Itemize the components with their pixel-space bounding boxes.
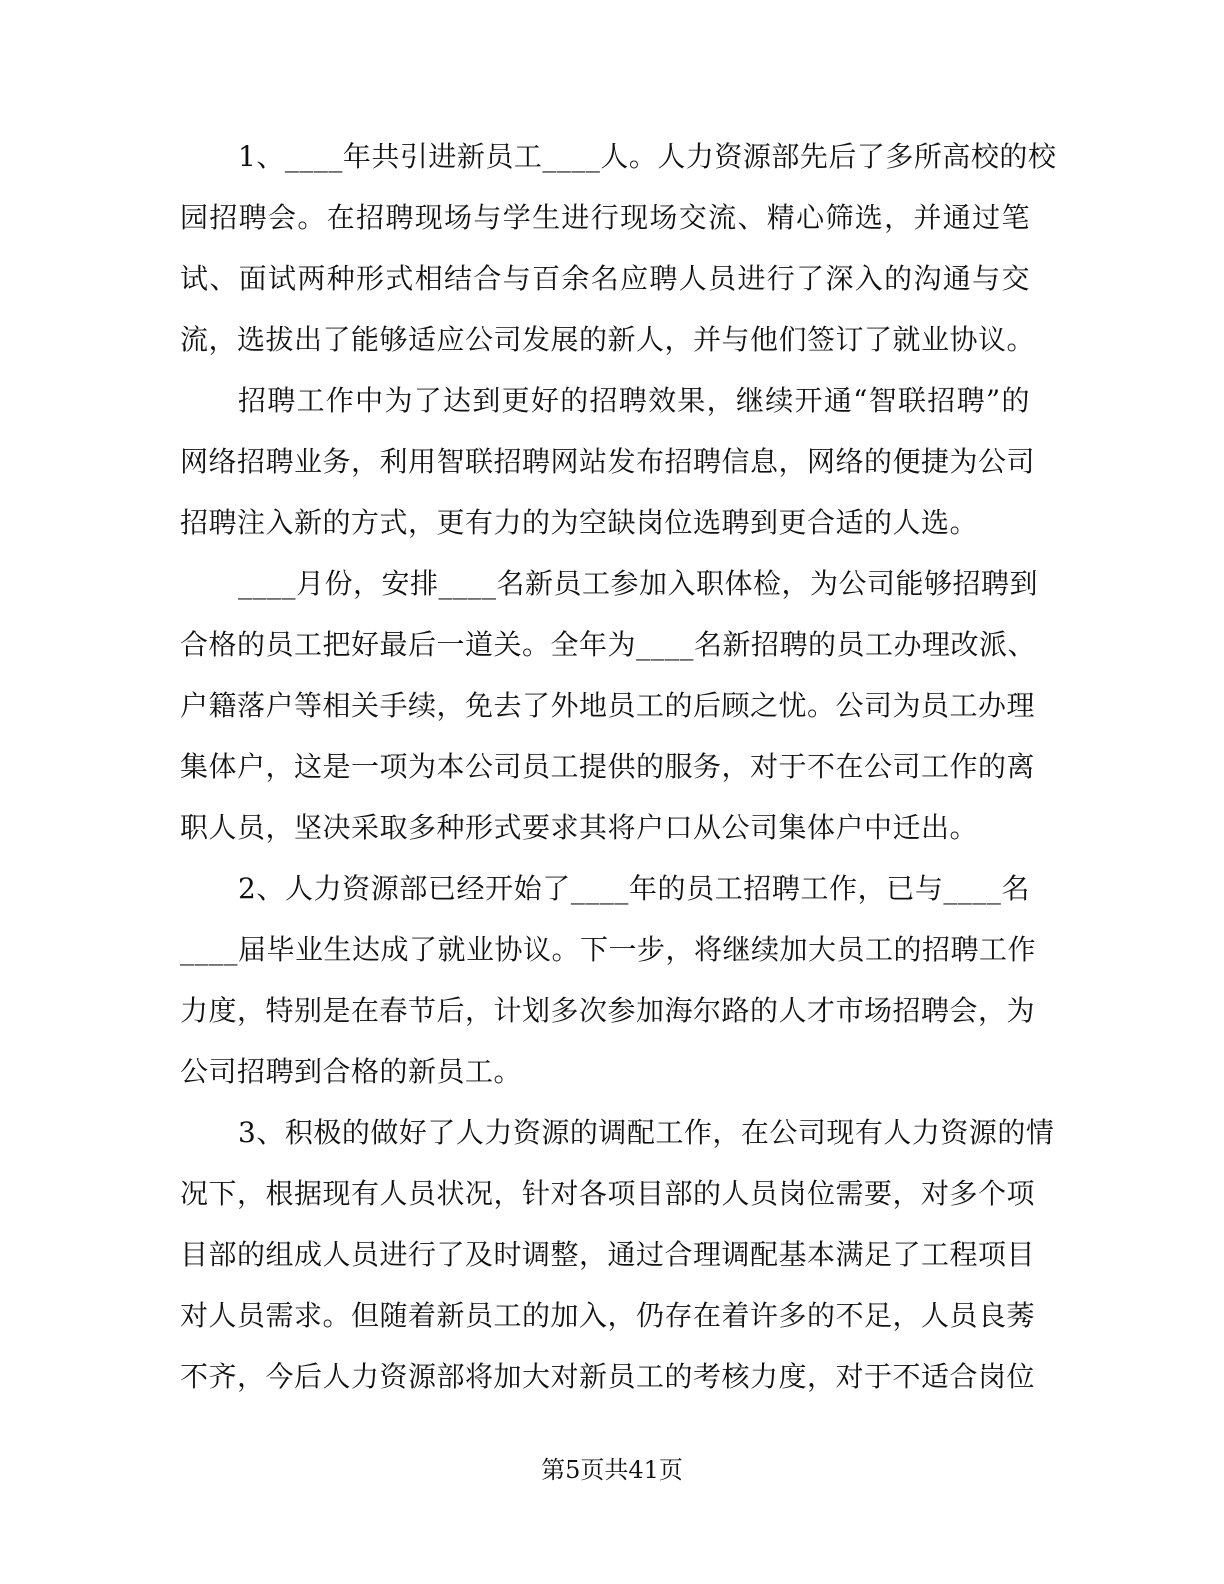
text-line: ____届毕业生达成了就业协议。下一步，将继续加大员工的招聘工作 [180, 933, 1037, 966]
paragraph-4 [180, 858, 1037, 1102]
text-line: 职人员，坚决采取多种形式要求其将户口从公司集体户中迁出。 [180, 811, 979, 844]
text-line: 不齐，今后人力资源部将加大对新员工的考核力度，对于不适合岗位 [180, 1360, 1036, 1393]
text-line: 招聘工作中为了达到更好的招聘效果，继续开通“智联招聘”的 [238, 384, 1030, 417]
paragraph-3 [180, 553, 1039, 858]
text-line: 1、____年共引进新员工____人。人力资源部先后了多所高校的校 [238, 140, 1057, 173]
text-line: 况下，根据现有人员状况，针对各项目部的人员岗位需要，对多个项 [180, 1177, 1036, 1210]
text-line: 户籍落户等相关手续，免去了外地员工的后顾之忧。公司为员工办理 [180, 689, 1036, 722]
text-line: 集体户，这是一项为本公司员工提供的服务，对于不在公司工作的离 [180, 750, 1036, 783]
text-line: 2、人力资源部已经开始了____年的员工招聘工作，已与____名 [238, 872, 1030, 905]
paragraph-5 [180, 1102, 1055, 1407]
text-line: 目部的组成人员进行了及时调整，通过合理调配基本满足了工程项目 [180, 1238, 1036, 1271]
text-line: 公司招聘到合格的新员工。 [180, 1055, 523, 1088]
text-line: ____月份，安排____名新员工参加入职体检，为公司能够招聘到 [238, 567, 1039, 600]
text-line: 对人员需求。但随着新员工的加入，仍存在着许多的不足，人员良莠 [180, 1299, 1036, 1332]
page-number-footer: 第5页共41页 [541, 1456, 683, 1484]
text-line: 流，选拔出了能够适应公司发展的新人，并与他们签订了就业协议。 [180, 323, 1036, 356]
text-line: 合格的员工把好最后一道关。全年为____名新招聘的员工办理改派、 [180, 628, 1037, 661]
paragraph-1 [180, 126, 1057, 370]
paragraph-2 [180, 370, 1036, 553]
text-line: 网络招聘业务，利用智联招聘网站发布招聘信息，网络的便捷为公司 [180, 445, 1036, 478]
document-body [180, 126, 1057, 1407]
text-line: 3、积极的做好了人力资源的调配工作，在公司现有人力资源的情 [238, 1116, 1055, 1149]
text-line: 招聘注入新的方式，更有力的为空缺岗位选聘到更合适的人选。 [180, 506, 979, 539]
text-line: 园招聘会。在招聘现场与学生进行现场交流、精心筛选，并通过笔 [180, 201, 1030, 234]
text-line: 试、面试两种形式相结合与百余名应聘人员进行了深入的沟通与交 [180, 262, 1030, 295]
text-line: 力度，特别是在春节后，计划多次参加海尔路的人才市场招聘会，为 [180, 994, 1036, 1027]
